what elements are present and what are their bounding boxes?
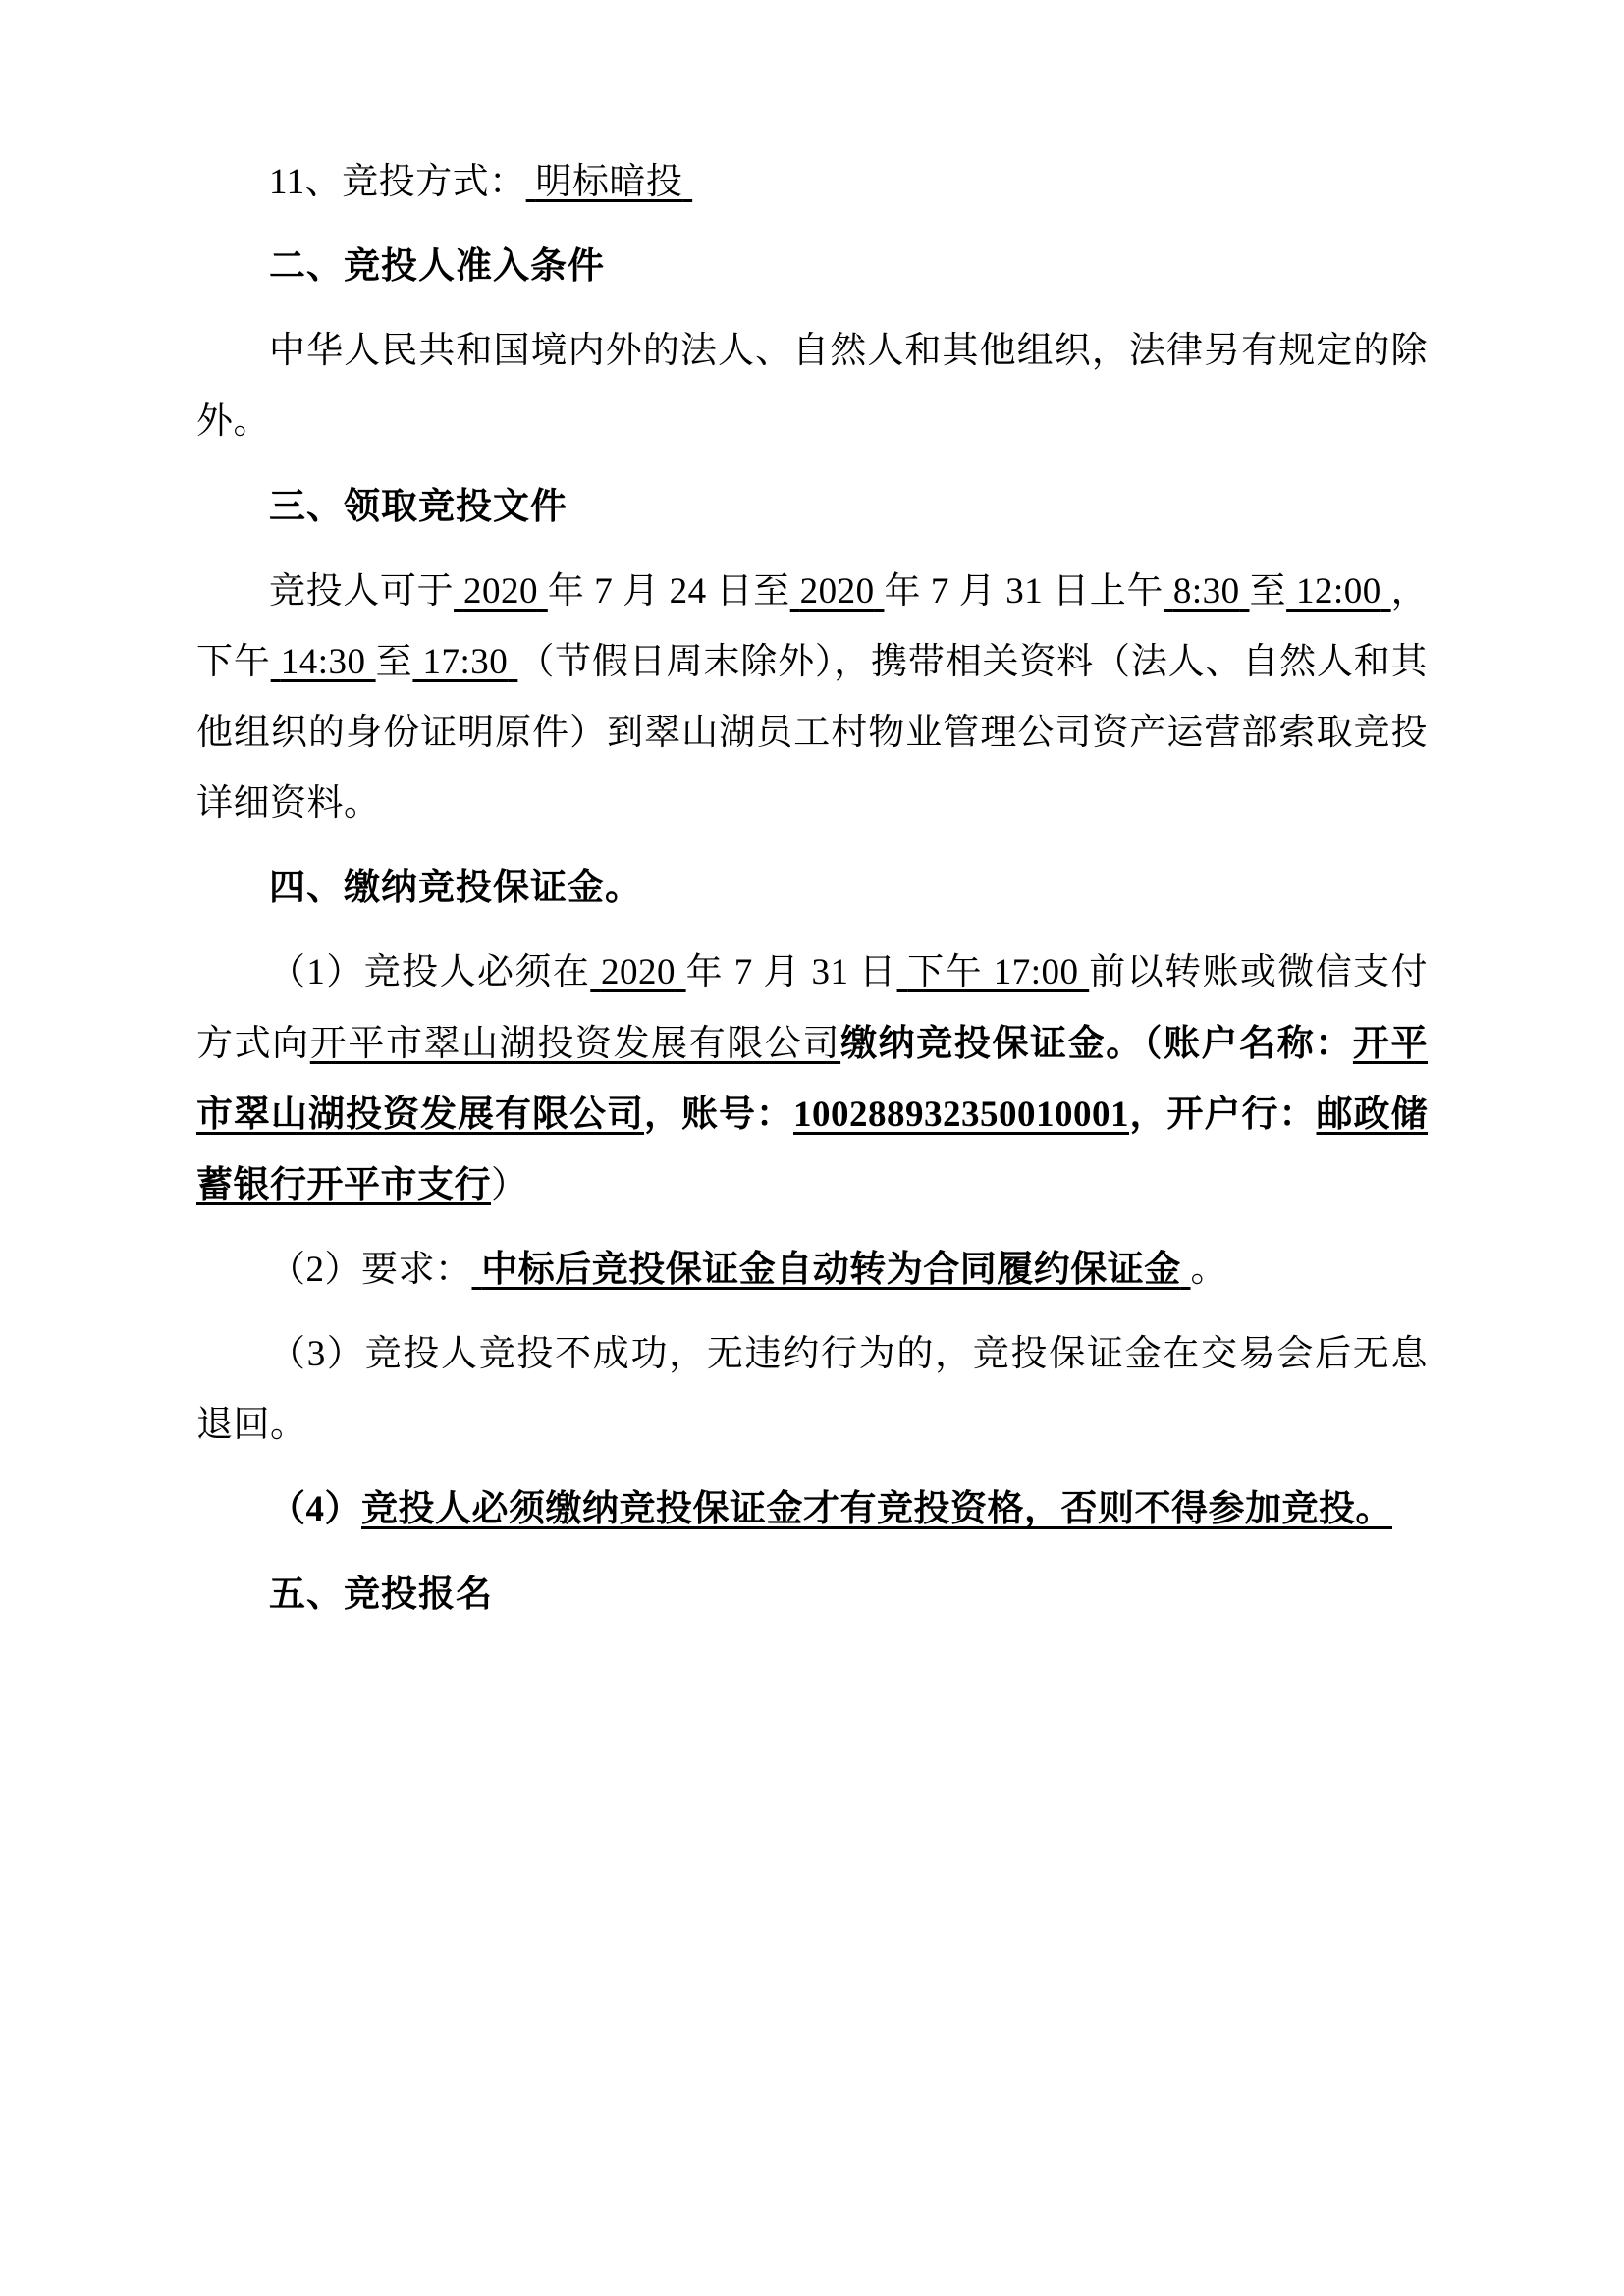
s4-i1-account-name: 开平市翠山湖投资发展有限公司 [196, 1023, 1428, 1135]
s4-i1-c: 前以转账或微信支付方式向 [196, 952, 1429, 1064]
s4-i1-time: 下午 17:00 [907, 952, 1079, 993]
s3-b: 年 7 月 24 日至 [547, 570, 790, 612]
section-4-item-4 [196, 1474, 1428, 1545]
line-item-11-prefix: 11、竞投方式： [269, 162, 526, 202]
section-3-heading: 三、领取竞投文件 [269, 486, 568, 527]
s4-i4-value: 竞投人必须缴纳竞投保证金才有竞投资格，否则不得参加竞投。 [361, 1489, 1392, 1530]
s3-e: ，下午 [196, 570, 1429, 682]
s4-i1-a: （1）竞投人必须在 [269, 952, 591, 993]
s4-i1-e: ，账号： [644, 1094, 793, 1135]
s3-a: 竞投人可于 [269, 570, 455, 612]
s4-i2-a: （2）要求： [269, 1249, 472, 1290]
s4-i1-g: ） [491, 1164, 528, 1205]
s4-i2-b: 。 [1190, 1249, 1227, 1290]
section-4-heading: 四、缴纳竞投保证金。 [269, 868, 642, 909]
section-4-item-3: （3）竞投人竞投不成功，无违约行为的，竞投保证金在交易会后无息退回。 [196, 1334, 1428, 1446]
s3-year-1: 2020 [462, 570, 538, 612]
s3-year-2: 2020 [799, 570, 875, 612]
s4-i4-prefix: （4） [269, 1489, 361, 1530]
section-4-item-1 [196, 937, 1428, 1221]
s4-i2-value: 中标后竞投保证金自动转为合同履约保证金 [481, 1249, 1181, 1290]
section-5-heading: 五、竞投报名 [269, 1574, 493, 1615]
s4-i1-year: 2020 [600, 952, 676, 993]
section-2-heading: 二、竞投人准入条件 [269, 246, 605, 288]
line-item-11 [196, 147, 1428, 218]
section-3-paragraph [196, 557, 1428, 840]
s3-d: 至 [1249, 570, 1287, 612]
s3-time-3: 14:30 [280, 641, 366, 682]
s3-time-2: 12:00 [1295, 570, 1381, 612]
s3-time-1: 8:30 [1172, 570, 1240, 612]
s3-c: 年 7 月 31 日上午 [884, 570, 1164, 612]
s4-i1-d: 缴纳竞投保证金。（ [840, 1023, 1164, 1064]
s4-i1-b: 年 7 月 31 日 [685, 952, 897, 993]
document-body [196, 147, 1428, 1630]
s4-i1-account-label: 账户名称： [1163, 1023, 1353, 1064]
s3-g: （节假日周末除外），携带相关资料（法人、自然人和其他组织的身份证明原件）到翠山湖员工村物业管理公司资产运营部索取竞投详细资料。 [196, 641, 1429, 825]
s4-i1-company: 开平市翠山湖投资发展有限公司 [309, 1023, 841, 1064]
s4-i1-f: ，开户行： [1129, 1094, 1317, 1135]
section-4-item-2 [196, 1235, 1428, 1306]
s4-i1-bank: 邮政储蓄银行开平市支行 [196, 1094, 1428, 1205]
s4-i1-account-no: 100288932350010001 [793, 1094, 1129, 1135]
line-item-11-value: 明标暗投 [535, 162, 683, 202]
section-2-body: 中华人民共和国境内外的法人、自然人和其他组织，法律另有规定的除外。 [196, 331, 1428, 443]
s3-time-4: 17:30 [422, 641, 509, 682]
s3-f: 至 [375, 641, 413, 682]
